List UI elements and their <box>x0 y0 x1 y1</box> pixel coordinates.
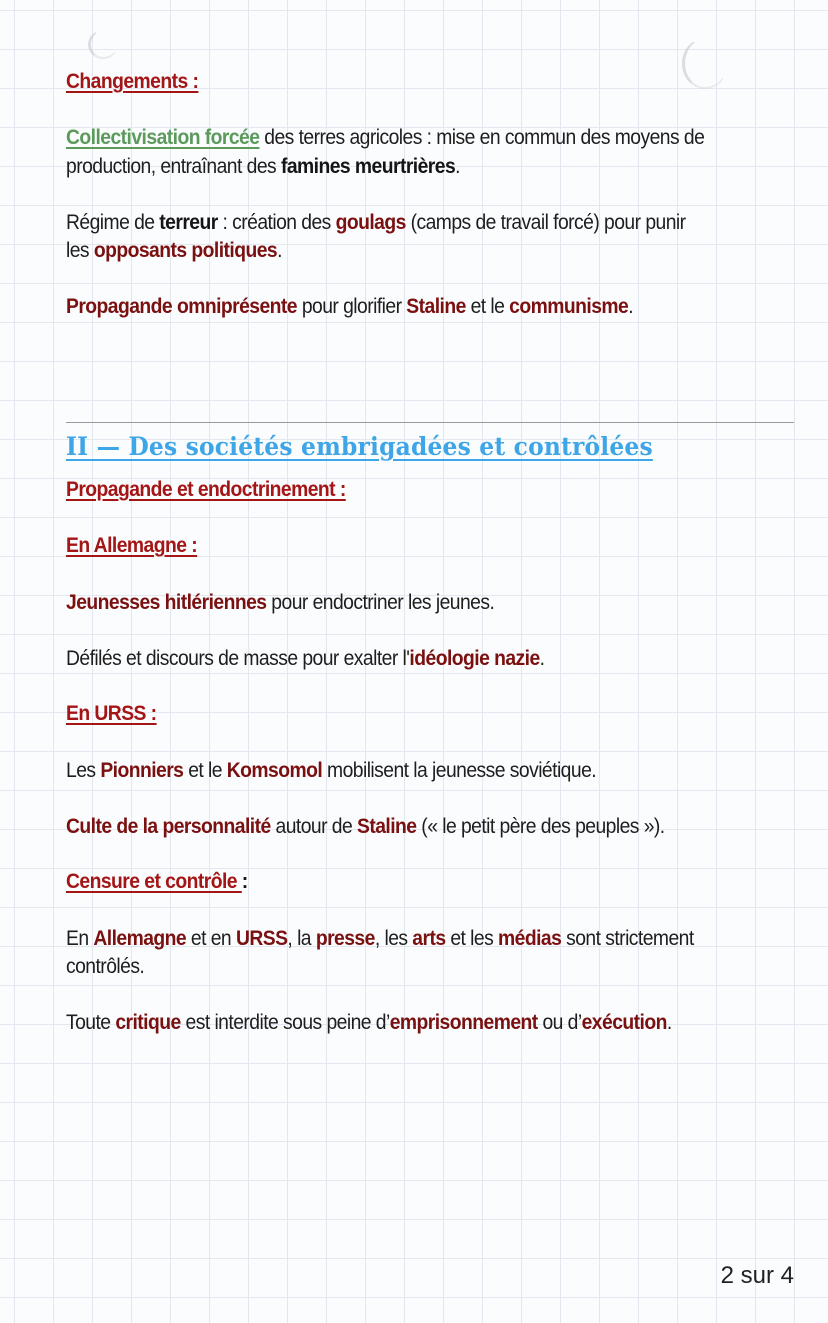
page-number: 2 sur 4 <box>720 1262 794 1289</box>
subheading-censure-controle: Censure et contrôle : <box>66 870 248 893</box>
punch-hole-decoration <box>682 38 728 89</box>
paragraph-collectivisation-line2: production, entraînant des famines meurtrières. <box>66 155 461 178</box>
paragraph-collectivisation-line1: Collectivisation forcée des terres agricoles : mise en commun des moyens de <box>66 126 705 149</box>
paragraph-pionniers: Les Pionniers et le Komsomol mobilisent la jeunesse soviétique. <box>66 759 597 782</box>
punch-hole-decoration <box>88 30 118 59</box>
section-heading-changements: Changements : <box>66 70 199 93</box>
paragraph-propagande: Propagande omniprésente pour glorifier Staline et le communisme. <box>66 295 634 318</box>
subheading-en-allemagne: En Allemagne : <box>66 534 198 557</box>
paragraph-terreur-line1: Régime de terreur : création des goulags (camps de travail forcé) pour punir <box>66 211 686 234</box>
paragraph-censure-line1: En Allemagne et en URSS, la presse, les arts et les médias sont strictement <box>66 927 694 950</box>
paragraph-defiles: Défilés et discours de masse pour exalter l'idéologie nazie. <box>66 647 545 670</box>
subheading-propagande-endoctrinement: Propagande et endoctrinement : <box>66 478 346 501</box>
section-title-societes-embrigadees: II — Des sociétés embrigadées et contrôlées <box>66 432 653 461</box>
paragraph-censure-line2: contrôlés. <box>66 955 145 978</box>
subheading-en-urss: En URSS : <box>66 702 157 725</box>
paragraph-culte-personnalite: Culte de la personnalité autour de Staline (« le petit père des peuples »). <box>66 815 665 838</box>
section-divider <box>66 422 794 423</box>
paragraph-jeunesses-hitleriennes: Jeunesses hitlériennes pour endoctriner les jeunes. <box>66 591 495 614</box>
paragraph-critique: Toute critique est interdite sous peine d’emprisonnement ou d’exécution. <box>66 1011 672 1034</box>
paragraph-terreur-line2: les opposants politiques. <box>66 239 282 262</box>
